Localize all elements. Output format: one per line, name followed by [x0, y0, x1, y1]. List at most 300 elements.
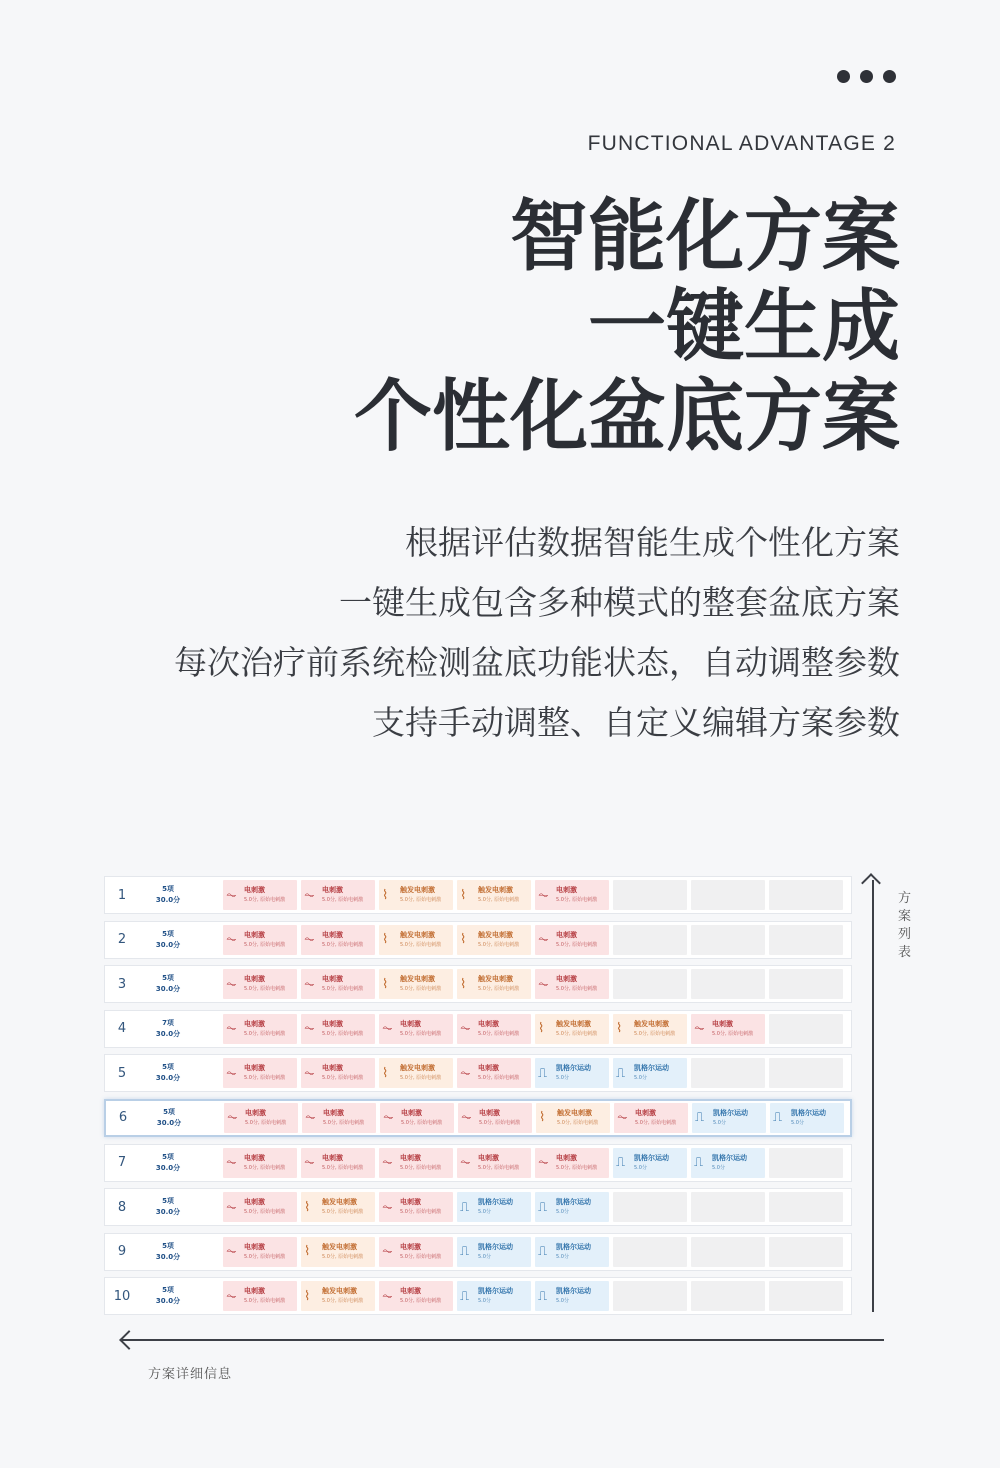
pulse-wave-icon: ⏦	[304, 1021, 315, 1037]
plan-step-cell[interactable]	[223, 1058, 297, 1088]
step-label: 凯格尔运动	[713, 1108, 748, 1117]
step-sublabel: 5.0分, 原始电刺激	[556, 897, 598, 903]
plan-step-cell[interactable]	[613, 1058, 687, 1088]
plan-step-cell[interactable]	[379, 1281, 453, 1311]
step-text	[244, 885, 285, 905]
plan-step-cell[interactable]	[457, 1237, 531, 1267]
empty-step-cell	[769, 880, 843, 910]
description-line: 一键生成包含多种模式的整套盆底方案	[339, 583, 900, 622]
step-text	[244, 1153, 285, 1173]
pulse-wave-icon: ⏦	[304, 932, 315, 948]
plan-steps-list	[224, 1103, 844, 1133]
pulse-wave-icon: ⏦	[226, 1065, 237, 1081]
plan-meta	[139, 929, 197, 951]
empty-step-cell	[691, 1192, 765, 1222]
pulse-wave-icon: ⏦	[382, 1288, 393, 1304]
step-sublabel: 5.0分, 原始电刺激	[322, 986, 364, 993]
step-label: 电刺激	[556, 975, 577, 984]
step-sublabel: 5.0分, 原始电刺激	[400, 941, 442, 948]
plan-step-cell[interactable]	[301, 1058, 375, 1088]
plan-step-cell[interactable]	[535, 1192, 609, 1222]
pulse-wave-icon: ⏦	[461, 1110, 472, 1126]
step-sublabel: 5.0分	[556, 1298, 569, 1305]
plan-step-cell[interactable]	[457, 880, 531, 910]
plan-step-cell[interactable]	[457, 1192, 531, 1222]
step-label: 触发电刺激	[322, 1287, 357, 1296]
plan-meta	[139, 973, 197, 995]
plan-step-cell[interactable]	[536, 1103, 610, 1133]
pulse-wave-icon: ⏦	[226, 976, 237, 992]
plan-row[interactable]	[104, 1099, 852, 1137]
empty-step-cell	[691, 925, 765, 955]
plan-step-cell[interactable]	[457, 1014, 531, 1044]
step-label: 电刺激	[478, 1064, 499, 1073]
step-label: 触发电刺激	[322, 1198, 357, 1207]
plan-step-cell[interactable]	[458, 1103, 532, 1133]
step-sublabel: 5.0分, 原始电刺激	[400, 986, 442, 993]
step-sublabel: 5.0分, 原始电刺激	[478, 941, 520, 948]
empty-step-cell	[769, 1237, 843, 1267]
plan-step-cell[interactable]	[691, 1148, 765, 1178]
pulse-wave-icon: ⏦	[304, 976, 315, 992]
plan-step-cell[interactable]	[379, 1192, 453, 1222]
plan-step-cell[interactable]	[379, 1014, 453, 1044]
pulse-wave-icon: ⏦	[694, 1021, 705, 1037]
step-sublabel: 5.0分, 原始电刺激	[244, 1164, 286, 1171]
plan-step-cell[interactable]	[301, 1148, 375, 1178]
plan-step-cell[interactable]	[223, 1237, 297, 1267]
plan-meta	[139, 1285, 197, 1307]
section-eyebrow: FUNCTIONAL ADVANTAGE 2	[587, 132, 896, 155]
step-sublabel: 5.0分, 原始电刺激	[244, 1298, 286, 1305]
plan-step-cell[interactable]	[380, 1103, 454, 1133]
step-sublabel: 5.0分	[712, 1164, 725, 1171]
plan-list-label: 方案列表	[898, 891, 912, 960]
step-label: 电刺激	[322, 975, 343, 984]
trigger-wave-icon: ⌇	[616, 1021, 623, 1037]
step-text	[400, 1242, 441, 1262]
square-wave-icon: ⎍	[538, 1288, 548, 1304]
plan-steps-list	[223, 1058, 843, 1088]
plan-step-cell[interactable]	[457, 1148, 531, 1178]
step-sublabel: 5.0分, 原始电刺激	[244, 1075, 286, 1082]
step-sublabel: 5.0分, 原始电刺激	[244, 1030, 286, 1037]
trigger-wave-icon: ⌇	[382, 932, 389, 948]
step-sublabel: 5.0分, 原始电刺激	[322, 1253, 364, 1260]
empty-step-cell	[769, 925, 843, 955]
plan-row[interactable]	[104, 1144, 852, 1182]
plan-step-cell[interactable]	[301, 1237, 375, 1267]
step-text	[400, 930, 441, 950]
trigger-wave-icon: ⌇	[382, 1065, 389, 1081]
pulse-wave-icon: ⏦	[382, 1199, 393, 1215]
step-sublabel: 5.0分, 原始电刺激	[400, 1209, 442, 1216]
step-sublabel: 5.0分, 原始电刺激	[322, 941, 364, 948]
plan-number: 4	[117, 1021, 127, 1037]
plan-duration: 30.0分	[155, 1163, 181, 1172]
plan-step-cell[interactable]	[535, 969, 609, 999]
step-label: 触发电刺激	[400, 930, 435, 939]
step-label: 电刺激	[400, 1198, 421, 1207]
step-label: 凯格尔运动	[556, 1242, 591, 1251]
plan-duration: 30.0分	[155, 1208, 181, 1217]
plan-step-cell[interactable]	[301, 925, 375, 955]
step-sublabel: 5.0分, 原始电刺激	[712, 1030, 754, 1037]
step-text	[244, 974, 285, 994]
pulse-wave-icon: ⏦	[226, 1199, 237, 1215]
plan-step-cell[interactable]	[692, 1103, 766, 1133]
step-text	[400, 885, 441, 905]
step-label: 触发电刺激	[556, 1019, 591, 1028]
step-label: 电刺激	[244, 930, 265, 939]
plan-steps: 5项	[162, 929, 174, 938]
step-text	[556, 1242, 591, 1262]
empty-step-cell	[613, 1237, 687, 1267]
step-text	[791, 1108, 826, 1128]
step-text	[556, 1063, 591, 1083]
plan-step-cell[interactable]	[613, 1014, 687, 1044]
plan-steps-list	[223, 1281, 843, 1311]
step-sublabel: 5.0分, 原始电刺激	[244, 941, 286, 948]
plan-meta	[139, 1241, 197, 1263]
empty-step-cell	[769, 1281, 843, 1311]
plan-number: 6	[118, 1110, 128, 1126]
plan-step-cell[interactable]	[379, 969, 453, 999]
step-label: 电刺激	[400, 1019, 421, 1028]
step-sublabel: 5.0分, 原始电刺激	[478, 897, 520, 903]
plan-step-cell[interactable]	[301, 1281, 375, 1311]
empty-step-cell	[769, 969, 843, 999]
pulse-wave-icon: ⏦	[460, 1155, 471, 1171]
empty-step-cell	[613, 880, 687, 910]
trigger-wave-icon: ⌇	[304, 1288, 311, 1304]
step-label: 电刺激	[322, 930, 343, 939]
empty-step-cell	[613, 1192, 687, 1222]
step-text	[478, 930, 519, 950]
plan-step-cell[interactable]	[614, 1103, 688, 1133]
plan-step-cell[interactable]	[535, 925, 609, 955]
pulse-wave-icon: ⏦	[617, 1110, 628, 1126]
plan-step-cell[interactable]	[379, 1058, 453, 1088]
step-text	[400, 1019, 441, 1039]
step-label: 电刺激	[478, 1019, 499, 1028]
description-line: 支持手动调整、自定义编辑方案参数	[372, 703, 900, 742]
plan-number: 5	[117, 1065, 127, 1081]
step-text	[400, 1153, 441, 1173]
plan-steps: 5项	[162, 1286, 174, 1295]
plan-row[interactable]	[104, 965, 852, 1003]
empty-step-cell	[769, 1058, 843, 1088]
plan-step-cell[interactable]	[301, 969, 375, 999]
plan-step-cell[interactable]	[301, 880, 375, 910]
step-text	[244, 1063, 285, 1083]
square-wave-icon: ⎍	[538, 1244, 548, 1260]
plan-step-cell[interactable]	[223, 1148, 297, 1178]
step-label: 电刺激	[244, 1242, 265, 1251]
step-label: 凯格尔运动	[478, 1242, 513, 1251]
plan-meta	[139, 884, 197, 906]
step-sublabel: 5.0分, 原始电刺激	[634, 1030, 676, 1037]
plan-step-cell[interactable]	[224, 1103, 298, 1133]
step-text	[322, 1242, 363, 1262]
step-label: 触发电刺激	[400, 1064, 435, 1073]
step-label: 触发电刺激	[322, 1242, 357, 1251]
step-text	[556, 1286, 591, 1306]
step-sublabel: 5.0分, 原始电刺激	[322, 1298, 364, 1305]
step-text	[635, 1108, 676, 1128]
step-label: 凯格尔运动	[556, 1064, 591, 1073]
step-sublabel: 5.0分, 原始电刺激	[244, 1253, 286, 1260]
plan-step-cell[interactable]	[379, 1148, 453, 1178]
step-text	[556, 1197, 591, 1217]
square-wave-icon: ⎍	[538, 1199, 548, 1215]
step-text	[712, 1019, 753, 1039]
step-label: 电刺激	[635, 1108, 656, 1117]
plan-step-cell[interactable]	[613, 1148, 687, 1178]
step-text	[322, 1063, 363, 1083]
plan-step-cell[interactable]	[223, 1192, 297, 1222]
step-text	[322, 1153, 363, 1173]
headline	[354, 192, 900, 462]
plan-row[interactable]	[104, 1277, 852, 1315]
step-label: 电刺激	[478, 1153, 499, 1162]
plan-number: 7	[117, 1155, 127, 1171]
step-label: 凯格尔运动	[556, 1287, 591, 1296]
trigger-wave-icon: ⌇	[382, 976, 389, 992]
plan-step-cell[interactable]	[457, 969, 531, 999]
step-sublabel: 5.0分, 原始电刺激	[478, 1030, 520, 1037]
step-label: 电刺激	[322, 1153, 343, 1162]
step-sublabel: 5.0分, 原始电刺激	[322, 1030, 364, 1037]
step-text	[322, 974, 363, 994]
empty-step-cell	[613, 1281, 687, 1311]
plan-step-cell[interactable]	[223, 969, 297, 999]
plan-meta	[139, 1196, 197, 1218]
step-sublabel: 5.0分	[713, 1119, 726, 1126]
empty-step-cell	[769, 1148, 843, 1178]
step-sublabel: 5.0分	[556, 1075, 569, 1082]
step-sublabel: 5.0分, 原始电刺激	[322, 1164, 364, 1171]
pulse-wave-icon: ⏦	[382, 1021, 393, 1037]
step-text	[323, 1108, 364, 1128]
square-wave-icon: ⎍	[460, 1244, 470, 1260]
step-text	[322, 1019, 363, 1039]
step-text	[634, 1063, 669, 1083]
step-text	[400, 1063, 441, 1083]
step-label: 电刺激	[322, 1064, 343, 1073]
step-text	[244, 1019, 285, 1039]
plan-duration: 30.0分	[155, 896, 181, 904]
step-sublabel: 5.0分, 原始电刺激	[400, 1030, 442, 1037]
more-dots-icon	[837, 70, 896, 83]
plan-duration: 30.0分	[156, 1118, 182, 1127]
step-text	[478, 1153, 519, 1173]
plan-duration: 30.0分	[155, 940, 181, 949]
plan-step-cell[interactable]	[301, 1192, 375, 1222]
step-label: 电刺激	[244, 1153, 265, 1162]
step-text	[478, 1286, 513, 1306]
square-wave-icon: ⎍	[460, 1199, 470, 1215]
step-label: 电刺激	[244, 975, 265, 984]
step-sublabel: 5.0分, 原始电刺激	[556, 1030, 598, 1037]
plan-steps-list	[223, 1148, 843, 1178]
pulse-wave-icon: ⏦	[383, 1110, 394, 1126]
trigger-wave-icon: ⌇	[538, 1021, 545, 1037]
plan-step-cell[interactable]	[302, 1103, 376, 1133]
plan-step-cell[interactable]	[535, 1014, 609, 1044]
step-label: 触发电刺激	[478, 886, 513, 894]
step-sublabel: 5.0分, 原始电刺激	[322, 1209, 364, 1216]
step-sublabel: 5.0分, 原始电刺激	[244, 1209, 286, 1216]
arrow-left-icon	[119, 1330, 139, 1350]
step-text	[322, 1286, 363, 1306]
pulse-wave-icon: ⏦	[227, 1110, 238, 1126]
pulse-wave-icon: ⏦	[226, 887, 237, 903]
step-text	[244, 1242, 285, 1262]
plan-step-cell[interactable]	[457, 1281, 531, 1311]
step-text	[322, 930, 363, 950]
plan-duration: 30.0分	[155, 985, 181, 994]
description-line: 根据评估数据智能生成个性化方案	[405, 523, 900, 562]
plan-row[interactable]	[104, 1188, 852, 1226]
description	[174, 513, 900, 753]
plan-step-cell[interactable]	[379, 880, 453, 910]
step-text	[556, 930, 597, 950]
plan-duration: 30.0分	[155, 1029, 181, 1038]
pulse-wave-icon: ⏦	[304, 1155, 315, 1171]
step-label: 电刺激	[322, 1019, 343, 1028]
step-sublabel: 5.0分, 原始电刺激	[400, 1075, 442, 1082]
step-label: 电刺激	[244, 1287, 265, 1296]
empty-step-cell	[691, 1281, 765, 1311]
step-sublabel: 5.0分, 原始电刺激	[478, 986, 520, 993]
trigger-wave-icon: ⌇	[460, 887, 467, 903]
plan-step-cell[interactable]	[535, 1148, 609, 1178]
step-sublabel: 5.0分, 原始电刺激	[556, 986, 598, 993]
trigger-wave-icon: ⌇	[460, 976, 467, 992]
vertical-axis	[872, 880, 874, 1312]
plan-steps: 7项	[162, 1018, 174, 1027]
step-label: 凯格尔运动	[478, 1287, 513, 1296]
plan-row[interactable]	[104, 1010, 852, 1048]
pulse-wave-icon: ⏦	[305, 1110, 316, 1126]
step-text	[401, 1108, 442, 1128]
step-label: 凯格尔运动	[478, 1198, 513, 1207]
square-wave-icon: ⎍	[616, 1065, 626, 1081]
plan-number: 10	[113, 1288, 131, 1304]
step-sublabel: 5.0分, 原始电刺激	[400, 1298, 442, 1305]
plan-number: 2	[117, 932, 127, 948]
step-sublabel: 5.0分	[478, 1253, 491, 1260]
step-text	[478, 1019, 519, 1039]
step-label: 电刺激	[400, 1153, 421, 1162]
plan-step-cell[interactable]	[457, 925, 531, 955]
step-label: 电刺激	[244, 886, 265, 894]
step-sublabel: 5.0分, 原始电刺激	[244, 986, 286, 993]
plan-step-cell[interactable]	[691, 1014, 765, 1044]
step-sublabel: 5.0分, 原始电刺激	[323, 1119, 365, 1126]
plan-steps-list	[223, 925, 843, 955]
step-label: 触发电刺激	[478, 975, 513, 984]
step-label: 电刺激	[712, 1019, 733, 1028]
square-wave-icon: ⎍	[616, 1155, 626, 1171]
pulse-wave-icon: ⏦	[382, 1244, 393, 1260]
trigger-wave-icon: ⌇	[304, 1244, 311, 1260]
pulse-wave-icon: ⏦	[304, 887, 315, 903]
plan-step-cell[interactable]	[379, 925, 453, 955]
trigger-wave-icon: ⌇	[382, 887, 389, 903]
step-text	[556, 1153, 597, 1173]
plan-step-cell[interactable]	[379, 1237, 453, 1267]
plan-step-cell[interactable]	[223, 1281, 297, 1311]
step-text	[400, 1286, 441, 1306]
step-label: 电刺激	[322, 886, 343, 894]
plan-step-cell[interactable]	[770, 1103, 844, 1133]
plan-detail-label: 方案详细信息	[148, 1367, 233, 1382]
trigger-wave-icon: ⌇	[304, 1199, 311, 1215]
step-label: 电刺激	[556, 930, 577, 939]
plan-step-cell[interactable]	[535, 880, 609, 910]
step-text	[322, 1197, 363, 1217]
step-label: 电刺激	[244, 1019, 265, 1028]
square-wave-icon: ⎍	[695, 1110, 705, 1126]
plan-table	[104, 876, 852, 1322]
headline-line: 个性化盆底方案	[353, 372, 900, 462]
plan-step-cell[interactable]	[223, 1014, 297, 1044]
step-text	[634, 1019, 675, 1039]
step-sublabel: 5.0分	[478, 1209, 491, 1216]
step-text	[478, 1063, 519, 1083]
pulse-wave-icon: ⏦	[226, 1288, 237, 1304]
plan-step-cell[interactable]	[535, 1281, 609, 1311]
plan-steps: 5项	[162, 1241, 174, 1250]
headline-line: 智能化方案	[509, 192, 900, 282]
empty-step-cell	[613, 925, 687, 955]
plan-row[interactable]	[104, 1233, 852, 1271]
step-label: 电刺激	[245, 1108, 266, 1117]
step-label: 凯格尔运动	[556, 1198, 591, 1207]
plan-step-cell[interactable]	[457, 1058, 531, 1088]
trigger-wave-icon: ⌇	[539, 1110, 546, 1126]
step-text	[244, 930, 285, 950]
plan-row[interactable]	[104, 921, 852, 959]
step-label: 电刺激	[401, 1108, 422, 1117]
plan-step-cell[interactable]	[223, 925, 297, 955]
plan-step-cell[interactable]	[535, 1237, 609, 1267]
pulse-wave-icon: ⏦	[538, 1155, 549, 1171]
pulse-wave-icon: ⏦	[460, 1065, 471, 1081]
step-text	[634, 1153, 669, 1173]
plan-step-cell[interactable]	[535, 1058, 609, 1088]
empty-step-cell	[613, 969, 687, 999]
step-text	[244, 1286, 285, 1306]
plan-row[interactable]	[104, 1054, 852, 1092]
plan-step-cell[interactable]	[223, 880, 297, 910]
pulse-wave-icon: ⏦	[226, 1244, 237, 1260]
step-label: 触发电刺激	[400, 886, 435, 894]
plan-steps: 5项	[162, 1197, 174, 1206]
square-wave-icon: ⎍	[538, 1065, 548, 1081]
plan-step-cell[interactable]	[301, 1014, 375, 1044]
step-text	[712, 1153, 747, 1173]
empty-step-cell	[691, 1237, 765, 1267]
step-text	[478, 974, 519, 994]
arrow-up-icon	[861, 873, 881, 893]
step-sublabel: 5.0分, 原始电刺激	[556, 941, 598, 948]
step-sublabel: 5.0分	[556, 1253, 569, 1260]
square-wave-icon: ⎍	[694, 1155, 704, 1171]
plan-row[interactable]	[104, 876, 852, 914]
